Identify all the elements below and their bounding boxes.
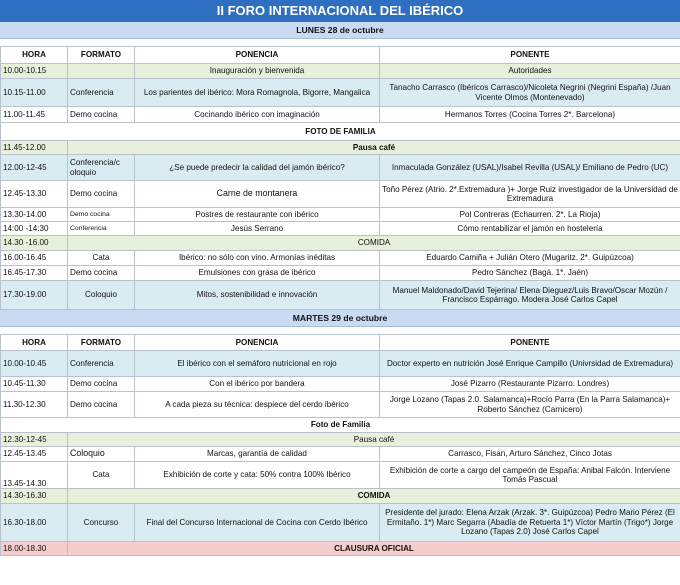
row-format: Conferencia <box>68 351 135 377</box>
day2-schedule-table <box>0 334 680 556</box>
table-row <box>1 542 680 556</box>
row-speaker: José Pizarro (Restaurante Pizarro. Londres) <box>380 377 680 392</box>
table-row <box>1 281 680 310</box>
row-time: 16.30-18.00 <box>1 504 68 542</box>
table-row <box>1 107 680 123</box>
table-row <box>1 64 680 79</box>
row-time: 11.45-12.00 <box>1 141 68 155</box>
row-talk: Mitos, sostenibilidad e innovación <box>135 281 380 310</box>
row-speaker: Carrasco, Fisan, Arturo Sánchez, Cinco Jotas <box>380 447 680 462</box>
row-talk: Exhibición de corte y cata: 50% contra 100% Ibérico <box>135 462 380 489</box>
row-format: Conferencia <box>68 79 135 107</box>
row-time: 12.30-12-45 <box>1 433 68 447</box>
row-speaker: Pol Contreras (Echaurren. 2*. La Rioja) <box>380 208 680 222</box>
row-time: 13.30-14.00 <box>1 208 68 222</box>
table-row <box>1 504 680 542</box>
row-speaker: Inmaculada González (USAL)/Isabel Revilla (USAL)/ Emiliano de Pedro (UC) <box>380 155 680 181</box>
row-format: Cata <box>68 462 135 489</box>
row-talk: Con el ibérico por bandera <box>135 377 380 392</box>
row-talk: Jesús Serrano <box>135 222 380 236</box>
row-time: 10.00-10.45 <box>1 351 68 377</box>
table-row <box>1 351 680 377</box>
table-row <box>1 392 680 418</box>
table-row <box>1 377 680 392</box>
table-row <box>1 181 680 208</box>
table-row <box>1 489 680 504</box>
table-row <box>1 236 680 251</box>
row-talk: Los parientes del ibérico: Mora Romagnola, Bigorre, Mangalica <box>135 79 380 107</box>
table-row <box>1 433 680 447</box>
row-format <box>68 64 135 79</box>
row-speaker: Jorge Lozano (Tapas 2.0. Salamanca)+Rocío Parra (En la Parra Salamanca)+ Roberto Sánchez (Carnicero) <box>380 392 680 418</box>
row-talk: ¿Se puede predecir la calidad del jamón ibérico? <box>135 155 380 181</box>
table-row <box>1 208 680 222</box>
row-time: 13.45-14.30 <box>1 462 68 489</box>
day1-heading: LUNES 28 de octubre <box>0 22 680 39</box>
row-time: 12.00-12-45 <box>1 155 68 181</box>
row-talk: A cada pieza su técnica: despiece del cerdo ibérico <box>135 392 380 418</box>
row-speaker: Exhibición de corte a cargo del campeón de España: Anibal Falcón. Interviene Tomás Pascual <box>380 462 680 489</box>
row-talk: Inauguración y bienvenida <box>135 64 380 79</box>
table-row <box>1 251 680 266</box>
header-ponencia: PONENCIA <box>135 335 380 351</box>
lunch-label: COMIDA <box>68 489 680 504</box>
row-speaker: Tanacho Carrasco (Ibéricos Carrasco)/Nicoleta Negrini (Negrini España) /Juan Vicente Olmos (Montenevado) <box>380 79 680 107</box>
row-time: 17.30-19.00 <box>1 281 68 310</box>
row-time: 12.45-13.30 <box>1 181 68 208</box>
table-header-row <box>1 335 680 351</box>
closing-label: CLAUSURA OFICIAL <box>68 542 680 556</box>
row-time: 11.30-12.30 <box>1 392 68 418</box>
row-time: 14.30-16.30 <box>1 489 68 504</box>
row-time: 14:00 -14:30 <box>1 222 68 236</box>
row-speaker: Doctor experto en nutrición José Enrique Campillo (Univrsidad de Extremadura) <box>380 351 680 377</box>
row-format: Coloquio <box>68 281 135 310</box>
row-speaker: Cómo rentabilizar el jamón en hostelería <box>380 222 680 236</box>
header-hora: HORA <box>1 335 68 351</box>
row-speaker: Hermanos Torres (Cocina Torres 2*. Barcelona) <box>380 107 680 123</box>
header-formato: FORMATO <box>68 335 135 351</box>
row-speaker: Eduardo Camiña + Julián Otero (Mugaritz. 2*. Guipúzcoa) <box>380 251 680 266</box>
row-time: 10.45-11.30 <box>1 377 68 392</box>
coffee-break-label: Pausa café <box>68 141 680 155</box>
row-talk: El ibérico con el semáforo nutricional en rojo <box>135 351 380 377</box>
coffee-break-label: Pausa café <box>68 433 680 447</box>
row-time: 10.00-10.15 <box>1 64 68 79</box>
row-speaker: Pedro Sánchez (Bagá. 1*. Jaén) <box>380 266 680 281</box>
row-format: Concurso <box>68 504 135 542</box>
table-row <box>1 123 680 141</box>
header-formato: FORMATO <box>68 47 135 64</box>
row-talk: Marcas, garantía de calidad <box>135 447 380 462</box>
row-format: Cata <box>68 251 135 266</box>
table-row <box>1 79 680 107</box>
day1-schedule-table <box>0 46 680 310</box>
spacer <box>0 39 680 46</box>
table-row <box>1 141 680 155</box>
lunch-label: COMIDA <box>68 236 680 251</box>
photo-session-label: FOTO DE FAMILIA <box>1 123 680 141</box>
row-format: Demo cocina <box>68 208 135 222</box>
row-time: 18.00-18.30 <box>1 542 68 556</box>
row-format: Coloquio <box>68 447 135 462</box>
table-row <box>1 222 680 236</box>
spacer <box>0 327 680 334</box>
row-format: Demo cocina <box>68 377 135 392</box>
row-speaker: Autoridades <box>380 64 680 79</box>
row-talk: Cocinando ibérico con imaginación <box>135 107 380 123</box>
table-row <box>1 418 680 433</box>
row-format: Demo cocina <box>68 266 135 281</box>
header-ponente: PONENTE <box>380 47 680 64</box>
table-row <box>1 462 680 489</box>
row-speaker: Toño Pérez (Atrio. 2*.Extremadura )+ Jorge Ruiz investigador de la Universidad de Extremadura <box>380 181 680 208</box>
row-talk: Emulsiones con grasa de ibérico <box>135 266 380 281</box>
row-time: 10.15-11.00 <box>1 79 68 107</box>
row-format: Conferencia/c oloquio <box>68 155 135 181</box>
row-format: Conferencia <box>68 222 135 236</box>
row-talk: Carne de montanera <box>135 181 380 208</box>
row-format: Demo cocina <box>68 392 135 418</box>
photo-session-label: Foto de Familia <box>1 418 680 433</box>
table-header-row <box>1 47 680 64</box>
table-row <box>1 266 680 281</box>
row-time: 16.00-16.45 <box>1 251 68 266</box>
header-hora: HORA <box>1 47 68 64</box>
header-ponente: PONENTE <box>380 335 680 351</box>
header-ponencia: PONENCIA <box>135 47 380 64</box>
row-talk: Postres de restaurante con ibérico <box>135 208 380 222</box>
row-format: Demo cocina <box>68 107 135 123</box>
table-row <box>1 155 680 181</box>
table-row <box>1 447 680 462</box>
row-time: 11.00-11.45 <box>1 107 68 123</box>
row-talk: Final del Concurso Internacional de Cocina con Cerdo Ibérico <box>135 504 380 542</box>
row-speaker: Manuel Maldonado/David Tejerina/ Elena Dieguez/Luis Bravo/Oscar Mozún / Francisco Espárrago. Modera José Carlos Capel <box>380 281 680 310</box>
row-time: 12.45-13.45 <box>1 447 68 462</box>
row-speaker: Presidente del jurado: Elena Arzak (Arzak. 3*. Guipúzcoa) Pedro Mario Pérez (El Ermitaño. 1*) Marc Segarra (Abadía de Retuerta 1*) Víctor Martín (Trigo*) Jorge Lozano (Tapas 2.0) José Carlos Capel <box>380 504 680 542</box>
row-time: 14.30 -16.00 <box>1 236 68 251</box>
day2-heading: MARTES 29 de octubre <box>0 310 680 327</box>
row-talk: Ibérico: no sólo con vino. Armonías inéditas <box>135 251 380 266</box>
row-time: 16.45-17.30 <box>1 266 68 281</box>
row-format: Demo cocina <box>68 181 135 208</box>
event-title: II FORO INTERNACIONAL DEL IBÉRICO <box>0 0 680 22</box>
